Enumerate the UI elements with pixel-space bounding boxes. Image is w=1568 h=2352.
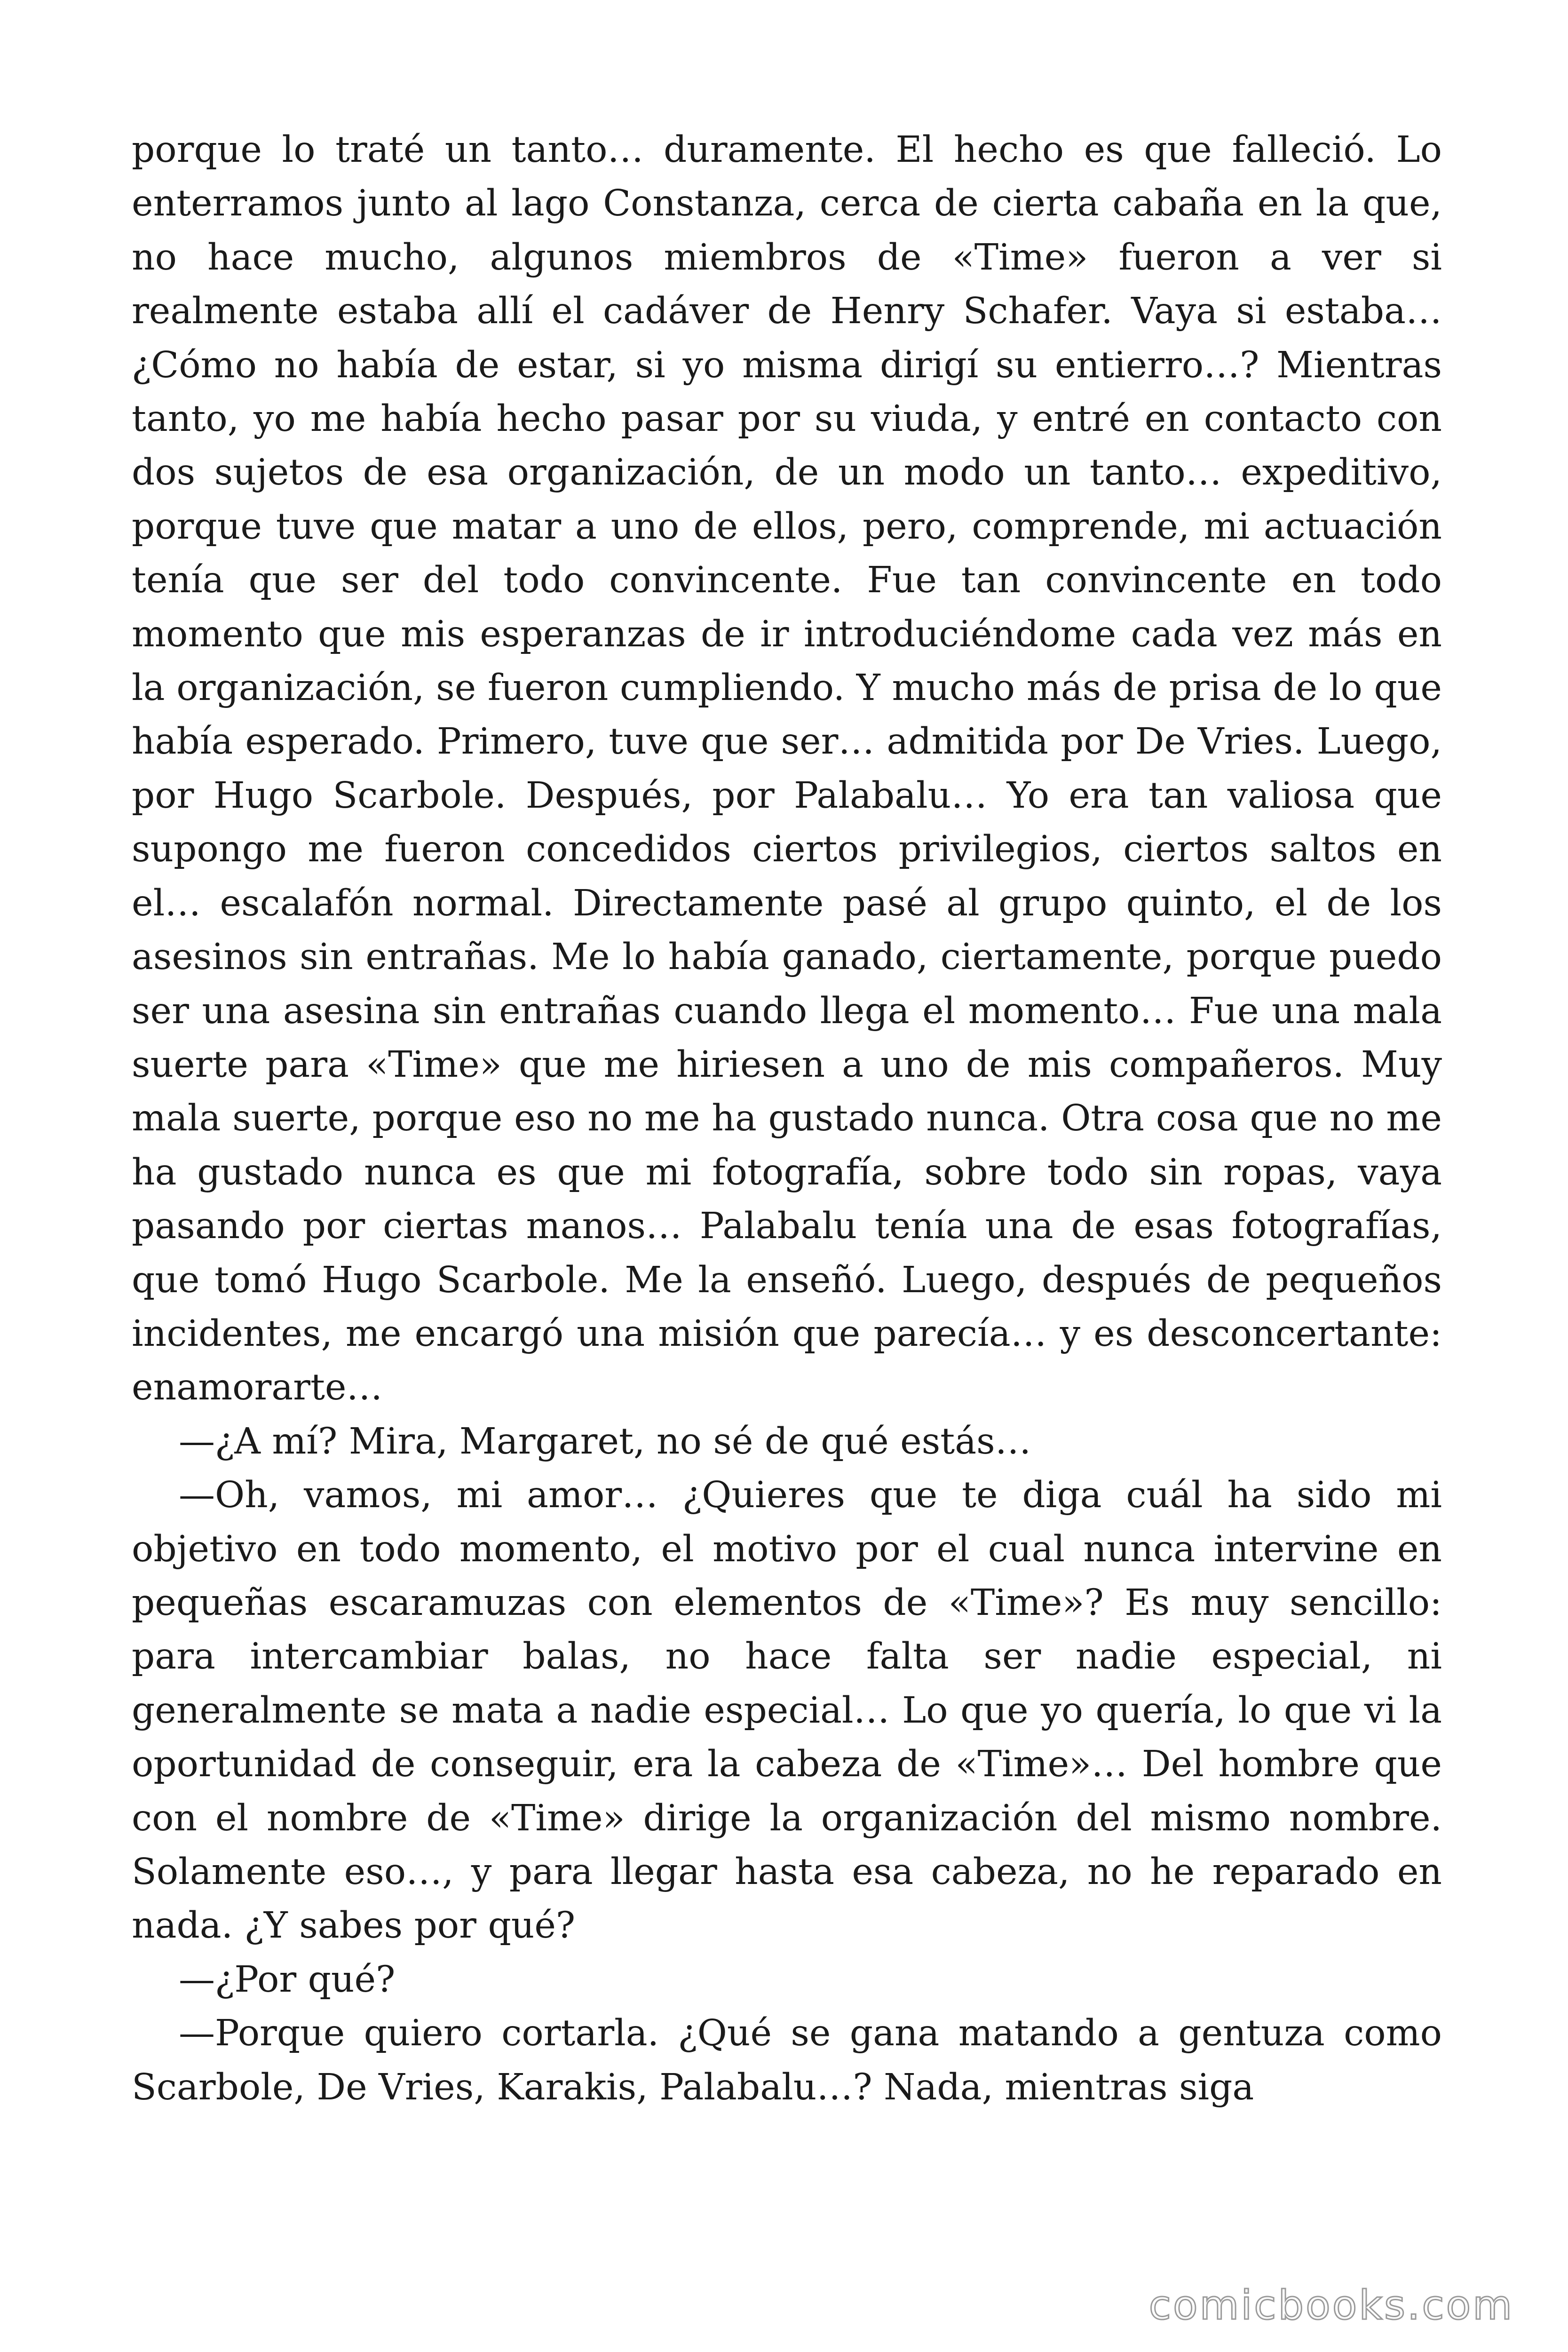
dialogue-paragraph: —Porque quiero cortarla. ¿Qué se gana matando a gentuza como Scarbole, De Vries, Karakis, Palabalu…? Nada, mientras siga [132, 2012, 1442, 2108]
dialogue-paragraph: —¿Por qué? [179, 1958, 396, 2001]
watermark: comicbooks.com [1148, 2282, 1514, 2329]
dialogue-paragraph: —Oh, vamos, mi amor… ¿Quieres que te diga cuál ha sido mi objetivo en todo momento, el motivo por el cual nunca intervine en pequeñas escaramuzas con elementos de «Time»? Es muy sencillo: para intercambiar balas, no hace falta ser nadie especial, ni generalmente se mata a nadie especial… Lo que yo quería, lo que vi la oportunidad de conseguir, era la cabeza de «Time»… Del hombre que con el nombre de «Time» dirige la organización del mismo nombre. Solamente eso…, y para llegar hasta esa cabeza, no he reparado en nada. ¿Y sabes por qué? [132, 1474, 1442, 1947]
paragraph-continuation: porque lo traté un tanto… duramente. El hecho es que falleció. Lo enterramos junto al lago Constanza, cerca de cierta cabaña en la que, no hace mucho, algunos miembros de «Time» fueron a ver si realmente estaba allí el cadáver de Henry Schafer. Vaya si estaba… ¿Cómo no había de estar, si yo misma dirigí su entierro…? Mientras tanto, yo me había hecho pasar por su viuda, y entré en contacto con dos sujetos de esa organización, de un modo un tanto… expeditivo, porque tuve que matar a uno de ellos, pero, comprende, mi actuación tenía que ser del todo convincente. Fue tan convincente en todo momento que mis esperanzas de ir introduciéndome cada vez más en la organización, se fueron cumpliendo. Y mucho más de prisa de lo que había esperado. Primero, tuve que ser… admitida por De Vries. Luego, por Hugo Scarbole. Después, por Palabalu… Yo era tan valiosa que supongo me fueron concedidos ciertos privilegios, ciertos saltos en el… escalafón normal. Directamente pasé al grupo quinto, el de los asesinos sin entrañas. Me lo había ganado, ciertamente, porque puedo ser una asesina sin entrañas cuando llega el momento… Fue una mala suerte para «Time» que me hiriesen a uno de mis compañeros. Muy mala suerte, porque eso no me ha gustado nunca. Otra cosa que no me ha gustado nunca es que mi fotografía, sobre todo sin ropas, vaya pasando por ciertas manos… Palabalu tenía una de esas fotografías, que tomó Hugo Scarbole. Me la enseñó. Luego, después de pequeños incidentes, me encargó una misión que parecía… y es desconcertante: enamorarte… [132, 129, 1442, 1409]
body-text [132, 123, 1442, 2114]
dialogue-paragraph: —¿A mí? Mira, Margaret, no sé de qué estás… [179, 1420, 1031, 1462]
